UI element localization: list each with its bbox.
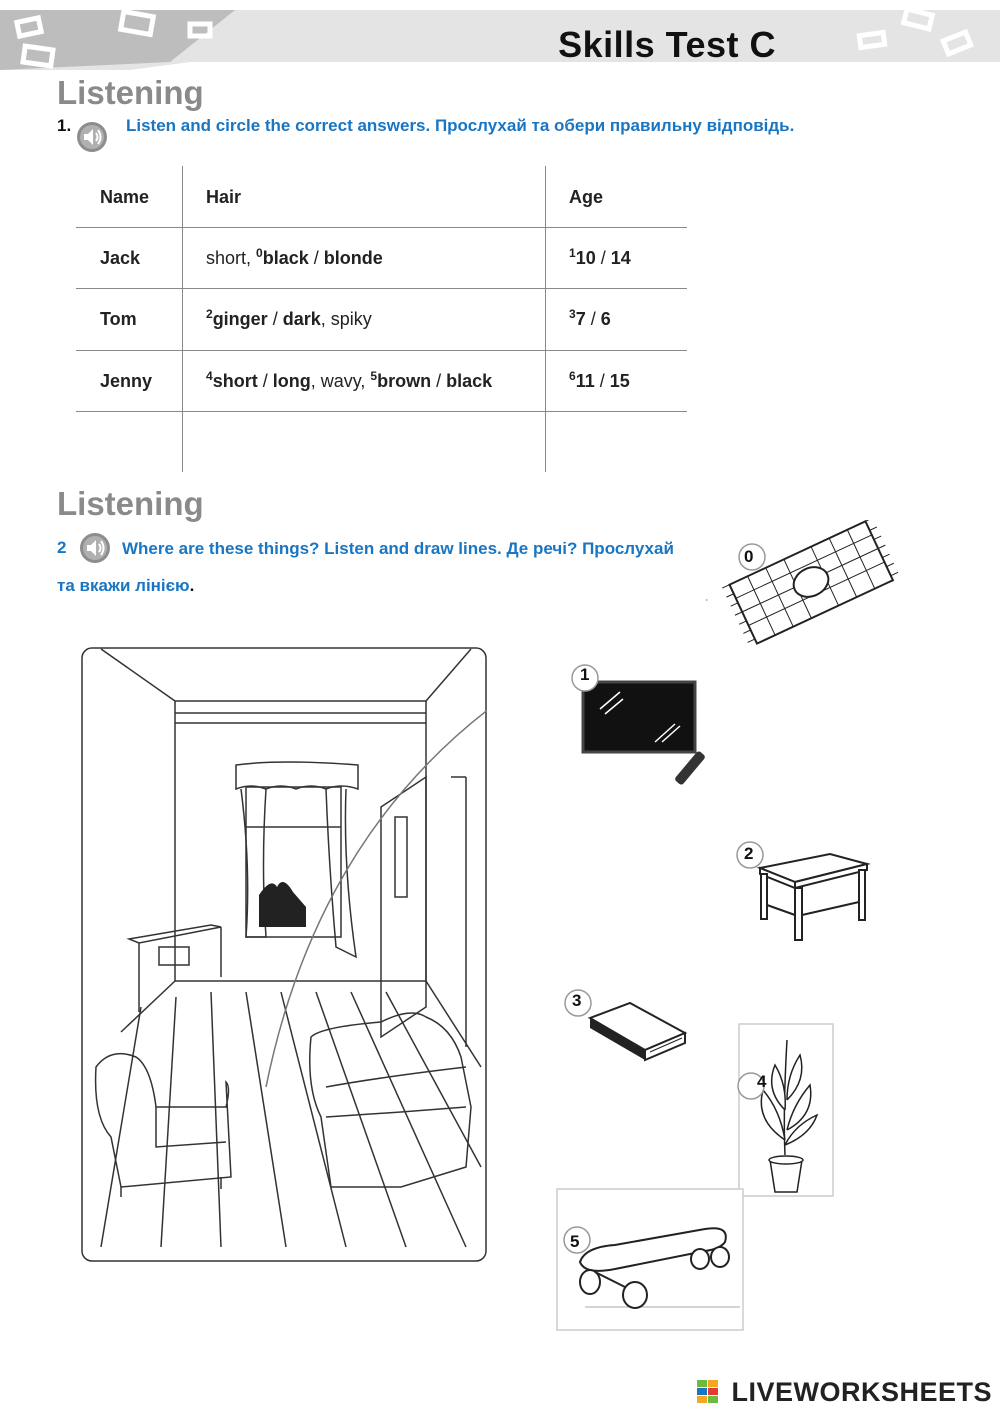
answer-table: [76, 166, 687, 472]
living-room-picture: [81, 647, 487, 1262]
item-number-0: 0: [744, 547, 754, 566]
row-age-jenny: $^6$11 / 15: [569, 369, 630, 391]
rug-icon[interactable]: [706, 520, 916, 645]
row-hair-tom: $^2$ginger / dark, spiky: [206, 307, 372, 329]
option-short[interactable]: short: [212, 371, 258, 391]
table-icon[interactable]: [735, 840, 875, 950]
speaker-icon[interactable]: [76, 121, 108, 153]
col-header-hair: Hair: [206, 187, 242, 207]
option-long[interactable]: long: [272, 371, 311, 391]
question2-instruction-line2: та вкажи лінією.: [57, 576, 195, 595]
col-header-name: Name: [100, 187, 150, 207]
row-hair-jack: short, $^0$black / blonde: [206, 246, 383, 268]
question2-instruction-line1: Where are these things? Listen and draw lines. Де речі? Прослухай: [122, 539, 674, 558]
liveworksheets-brand: LIVEWORKSHEETS: [731, 1377, 992, 1407]
option-age-11[interactable]: 11: [575, 371, 595, 391]
item-number-4: 4: [757, 1072, 767, 1091]
row-name-tom: Tom: [100, 309, 137, 329]
item-number-3: 3: [572, 991, 582, 1010]
test-title: Skills Test C: [558, 24, 776, 65]
section1-heading: Listening: [57, 74, 204, 111]
row-name-jenny: Jenny: [100, 371, 153, 391]
item-number-5: 5: [570, 1232, 580, 1251]
row-age-jack: $^1$10 / 14: [569, 246, 631, 268]
option-age-15[interactable]: 15: [609, 371, 630, 391]
option-dark[interactable]: dark: [282, 309, 321, 329]
option-black-jenny[interactable]: black: [446, 371, 493, 391]
option-age-6[interactable]: 6: [600, 309, 611, 329]
speaker-icon-2[interactable]: [79, 532, 111, 564]
option-age-10[interactable]: 10: [575, 248, 596, 268]
item-number-2: 2: [744, 844, 754, 863]
row-name-jack: Jack: [100, 248, 141, 268]
option-blonde[interactable]: blonde: [323, 248, 383, 268]
liveworksheets-logo-icon: [697, 1380, 719, 1404]
section2-heading: Listening: [57, 485, 204, 522]
option-age-14[interactable]: 14: [610, 248, 631, 268]
item-number-1: 1: [580, 665, 590, 684]
option-age-7[interactable]: 7: [575, 309, 586, 329]
skateboard-icon[interactable]: [555, 1187, 745, 1332]
plant-icon[interactable]: [735, 1020, 837, 1200]
question2-number: 2: [57, 538, 67, 557]
question1-number: 1.: [57, 116, 72, 135]
question1-instruction: Listen and circle the correct answers. Прослухай та обери правильну відповідь.: [126, 116, 795, 135]
option-black[interactable]: black: [262, 248, 309, 268]
row-age-tom: $^3$7 / 6: [569, 307, 611, 329]
option-ginger[interactable]: ginger: [212, 309, 268, 329]
col-header-age: Age: [569, 187, 604, 207]
row-hair-jenny: $^4$short / long, wavy, $^5$brown / black: [206, 369, 493, 391]
option-brown[interactable]: brown: [377, 371, 432, 391]
header-banner: [0, 0, 1000, 70]
